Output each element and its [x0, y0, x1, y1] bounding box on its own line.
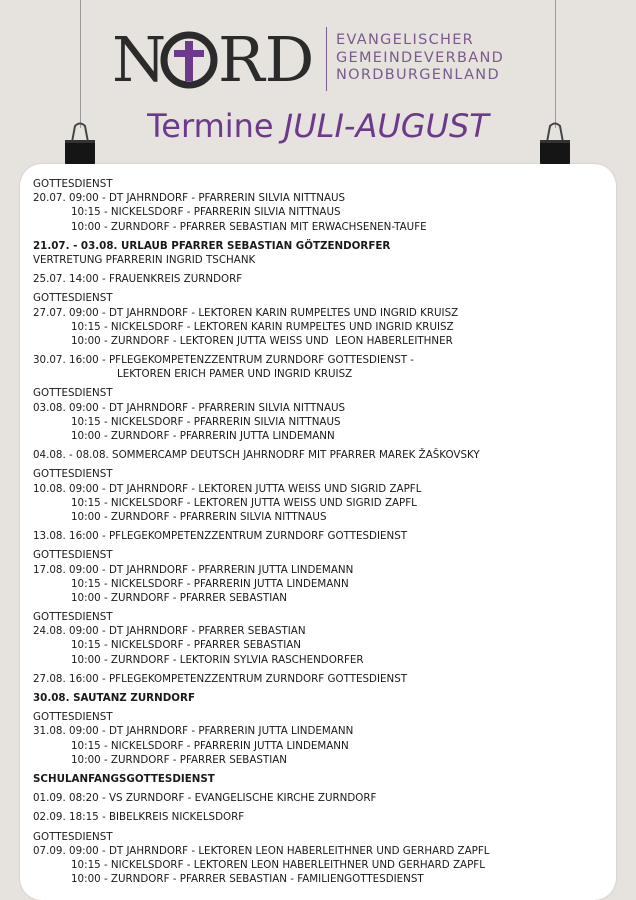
schedule-highlight: 30.08. SAUTANZ ZURNDORF [33, 692, 195, 704]
schedule-section-label: GOTTESDIENST [33, 468, 113, 481]
schedule-entry: 10:00 - ZURNDORF - PFARRERIN JUTTA LINDEMANN [71, 430, 335, 442]
organization-name [336, 32, 504, 85]
svg-text:RD: RD [218, 25, 315, 95]
schedule-entry: 02.09. 18:15 - BIBELKREIS NICKELSDORF [33, 811, 245, 824]
schedule-entry: 01.09. 08:20 - VS ZURNDORF - EVANGELISCHE KIRCHE ZURNDORF [33, 792, 377, 805]
schedule-list [33, 177, 613, 886]
nord-wordmark [112, 25, 318, 95]
schedule-entry: 10:15 - NICKELSDORF - LEKTOREN JUTTA WEISS UND SIGRID ZAPFL [71, 496, 417, 509]
schedule-section-label: GOTTESDIENST [33, 611, 113, 624]
title-prefix: Termine [147, 107, 274, 145]
title-months: JULI-AUGUST [283, 107, 489, 145]
schedule-entry: VERTRETUNG PFARRERIN INGRID TSCHANK [33, 253, 256, 266]
schedule-entry: 10:15 - NICKELSDORF - PFARRERIN SILVIA NITTNAUS [71, 415, 341, 428]
schedule-entry: 27.07. 09:00 - DT JAHRNDORF - LEKTOREN KARIN RUMPELTES UND INGRID KRUISZ [33, 306, 459, 319]
schedule-entry: 10:00 - ZURNDORF - PFARRERIN SILVIA NITTNAUS [71, 510, 327, 523]
schedule-entry: 10:15 - NICKELSDORF - LEKTOREN LEON HABERLEITHNER UND GERHARD ZAPFL [71, 858, 485, 871]
schedule-entry: 10:00 - ZURNDORF - PFARRER SEBASTIAN MIT ERWACHSENEN-TAUFE [71, 220, 427, 233]
schedule-entry: 10:15 - NICKELSDORF - PFARRER SEBASTIAN [71, 639, 302, 652]
schedule-entry: 07.09. 09:00 - DT JAHRNDORF - LEKTOREN LEON HABERLEITHNER UND GERHARD ZAPFL [33, 844, 490, 857]
schedule-section-label: GOTTESDIENST [33, 387, 113, 400]
schedule-section-label: GOTTESDIENST [33, 549, 113, 562]
schedule-entry: 13.08. 16:00 - PFLEGEKOMPETENZZENTRUM ZURNDORF GOTTESDIENST [33, 530, 408, 543]
schedule-section-label: GOTTESDIENST [33, 178, 113, 190]
svg-text:N: N [112, 25, 167, 95]
schedule-entry: 10:00 - ZURNDORF - LEKTOREN JUTTA WEISS UND LEON HABERLEITHNER [71, 334, 453, 347]
org-line-3: NORDBURGENLAND [336, 67, 500, 83]
schedule-entry: 10:15 - NICKELSDORF - PFARRERIN JUTTA LINDEMANN [71, 577, 349, 590]
schedule-section-label: GOTTESDIENST [33, 830, 113, 843]
schedule-entry: 24.08. 09:00 - DT JAHRNDORF - PFARRER SEBASTIAN [33, 625, 306, 638]
schedule-entry: 10:15 - NICKELSDORF - PFARRERIN SILVIA NITTNAUS [71, 206, 341, 219]
schedule-entry: 10:00 - ZURNDORF - PFARRER SEBASTIAN [71, 591, 287, 604]
org-line-2: GEMEINDEVERBAND [336, 49, 505, 66]
schedule-highlight: SCHULANFANGSGOTTESDIENST [33, 772, 215, 785]
page-title [0, 104, 636, 148]
schedule-entry: LEKTOREN ERICH PAMER UND INGRID KRUISZ [117, 368, 353, 381]
schedule-entry: 25.07. 14:00 - FRAUENKREIS ZURNDORF [33, 273, 243, 286]
schedule-entry: 27.08. 16:00 - PFLEGEKOMPETENZZENTRUM ZURNDORF GOTTESDIENST [33, 672, 408, 685]
org-line-1: EVANGELISCHER [336, 32, 475, 48]
schedule-entry: 04.08. - 08.08. SOMMERCAMP DEUTSCH JAHRNODRF MIT PFARRER MAREK ŽAŠKOVSKY [33, 449, 480, 462]
schedule-entry: 10.08. 09:00 - DT JAHRNDORF - LEKTOREN JUTTA WEISS UND SIGRID ZAPFL [33, 482, 422, 495]
schedule-section-label: GOTTESDIENST [33, 292, 113, 305]
schedule-entry: 03.08. 09:00 - DT JAHRNDORF - PFARRERIN SILVIA NITTNAUS [33, 401, 346, 414]
schedule-entry: 10:15 - NICKELSDORF - LEKTOREN KARIN RUMPELTES UND INGRID KRUISZ [71, 320, 454, 333]
schedule-entry: 30.07. 16:00 - PFLEGEKOMPETENZZENTRUM ZURNDORF GOTTESDIENST - [33, 354, 415, 367]
schedule-entry: 10:00 - ZURNDORF - LEKTORIN SYLVIA RASCHENDORFER [71, 653, 364, 666]
schedule-entry: 10:00 - ZURNDORF - PFARRER SEBASTIAN - FAMILIENGOTTESDIENST [71, 873, 424, 886]
schedule-entry: 10:15 - NICKELSDORF - PFARRERIN JUTTA LINDEMANN [71, 739, 349, 752]
schedule-entry: 20.07. 09:00 - DT JAHRNDORF - PFARRERIN SILVIA NITTNAUS [33, 192, 346, 205]
schedule-entry: 10:00 - ZURNDORF - PFARRER SEBASTIAN [71, 753, 287, 766]
schedule-section-label: GOTTESDIENST [33, 711, 113, 724]
schedule-entry: 17.08. 09:00 - DT JAHRNDORF - PFARRERIN JUTTA LINDEMANN [33, 563, 354, 576]
schedule-entry: 31.08. 09:00 - DT JAHRNDORF - PFARRERIN JUTTA LINDEMANN [33, 725, 354, 738]
logo-divider [326, 27, 327, 91]
schedule-highlight: 21.07. - 03.08. URLAUB PFARRER SEBASTIAN GÖTZENDORFER [33, 239, 391, 252]
